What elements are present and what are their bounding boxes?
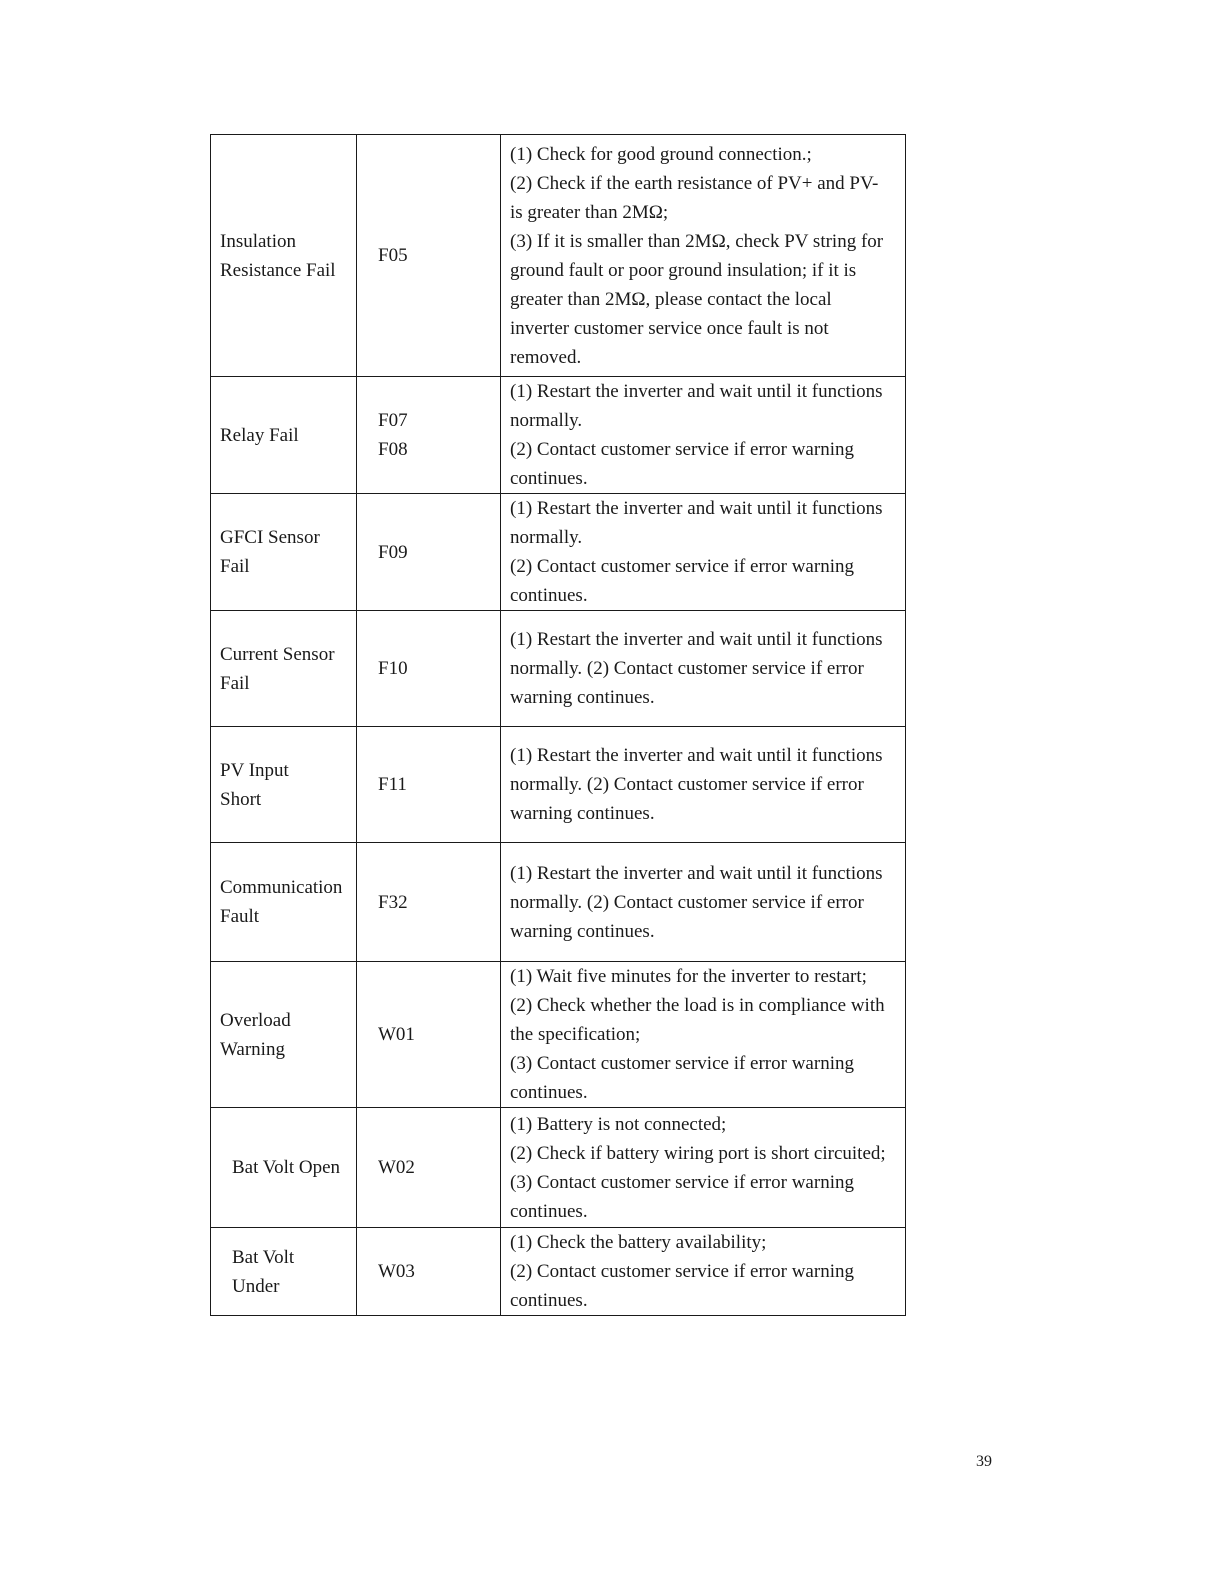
solution-line: (3) Contact customer service if error warning bbox=[510, 1171, 854, 1193]
fault-name-line: Relay Fail bbox=[220, 424, 299, 446]
table-row bbox=[211, 962, 906, 1108]
solution-line: (2) Contact customer service if error warning bbox=[510, 439, 854, 460]
fault-name-word: Sensor bbox=[282, 643, 335, 665]
solution-line: continues. bbox=[510, 585, 588, 606]
fault-name-line: Fail bbox=[220, 556, 250, 577]
fault-code-cell bbox=[357, 1108, 501, 1228]
solution-cell bbox=[501, 494, 906, 611]
fault-code-cell bbox=[357, 494, 501, 611]
solution-line: inverter customer service once fault is not bbox=[510, 317, 829, 339]
solution-cell bbox=[501, 962, 906, 1108]
page-number: 39 bbox=[976, 1453, 992, 1470]
fault-name-line: Short bbox=[220, 788, 262, 810]
fault-code-cell bbox=[357, 377, 501, 494]
table-row bbox=[211, 611, 906, 727]
table-row bbox=[211, 1228, 906, 1316]
fault-name-line bbox=[220, 756, 347, 785]
solution-line: (1) Restart the inverter and wait until it functions bbox=[510, 745, 883, 766]
fault-code-cell bbox=[357, 962, 501, 1108]
solution-line: greater than 2MΩ, please contact the local bbox=[510, 288, 832, 310]
solution-line: warning continues. bbox=[510, 803, 655, 824]
fault-name-line: Under bbox=[232, 1275, 280, 1297]
fault-name-cell bbox=[211, 611, 357, 727]
fault-name-cell bbox=[211, 1108, 357, 1228]
fault-name-line: Warning bbox=[220, 1038, 285, 1060]
fault-code-cell bbox=[357, 727, 501, 843]
solution-line: (3) If it is smaller than 2MΩ, check PV string for bbox=[510, 230, 884, 252]
fault-name-cell bbox=[211, 377, 357, 494]
fault-code: F09 bbox=[378, 541, 408, 563]
solution-line: is greater than 2MΩ; bbox=[510, 201, 669, 223]
fault-code: F05 bbox=[378, 245, 408, 266]
fault-name-line: Bat Volt Open bbox=[232, 1157, 341, 1178]
solution-line: (1) Check for good ground connection.; bbox=[510, 143, 812, 165]
fault-code: W03 bbox=[378, 1261, 415, 1282]
table-row bbox=[211, 1108, 906, 1228]
solution-line: (1) Battery is not connected; bbox=[510, 1113, 727, 1135]
fault-name-line: Fault bbox=[220, 906, 260, 927]
solution-cell bbox=[501, 1108, 906, 1228]
fault-code: W02 bbox=[378, 1157, 415, 1178]
fault-name-line: Resistance Fail bbox=[220, 259, 336, 281]
fault-name-word: Input bbox=[248, 759, 289, 781]
solution-line: continues. bbox=[510, 1290, 588, 1311]
solution-line: normally. (2) Contact customer service if error bbox=[510, 774, 864, 795]
fault-name-cell bbox=[211, 727, 357, 843]
fault-name-line bbox=[220, 523, 347, 552]
solution-line: the specification; bbox=[510, 1024, 641, 1045]
solution-cell bbox=[501, 843, 906, 962]
solution-cell bbox=[501, 611, 906, 727]
solution-line: removed. bbox=[510, 346, 582, 368]
solution-line: continues. bbox=[510, 1200, 588, 1222]
solution-line: (1) Check the battery availability; bbox=[510, 1232, 767, 1253]
solution-cell bbox=[501, 727, 906, 843]
solution-line: warning continues. bbox=[510, 687, 655, 708]
fault-name-line: Bat Volt bbox=[232, 1246, 295, 1268]
fault-name-word: Current bbox=[220, 643, 279, 665]
solution-cell bbox=[501, 377, 906, 494]
solution-line: (2) Contact customer service if error warning bbox=[510, 1261, 854, 1282]
solution-line: normally. (2) Contact customer service if error bbox=[510, 658, 864, 679]
fault-code: W01 bbox=[378, 1024, 415, 1045]
solution-line: normally. bbox=[510, 410, 583, 431]
fault-name-cell bbox=[211, 494, 357, 611]
solution-line: ground fault or poor ground insulation; if it is bbox=[510, 259, 857, 281]
fault-name-cell bbox=[211, 843, 357, 962]
solution-line: (1) Restart the inverter and wait until it functions bbox=[510, 498, 883, 519]
fault-code: F07 bbox=[378, 410, 408, 431]
solution-line: (3) Contact customer service if error warning bbox=[510, 1053, 854, 1074]
fault-code: F10 bbox=[378, 658, 408, 679]
table-row bbox=[211, 377, 906, 494]
table-row bbox=[211, 135, 906, 377]
fault-name-cell bbox=[211, 962, 357, 1108]
solution-line: (2) Check if the earth resistance of PV+ and PV- bbox=[510, 172, 879, 194]
solution-line: continues. bbox=[510, 1082, 588, 1103]
table-row bbox=[211, 727, 906, 843]
fault-code-cell bbox=[357, 611, 501, 727]
solution-line: normally. bbox=[510, 527, 583, 548]
fault-name-word: Sensor bbox=[268, 527, 320, 548]
solution-cell bbox=[501, 135, 906, 377]
fault-name-line: Overload bbox=[220, 1009, 291, 1031]
solution-line: warning continues. bbox=[510, 920, 655, 942]
fault-name-word: GFCI bbox=[220, 527, 264, 548]
fault-name-line bbox=[220, 640, 347, 669]
solution-line: (1) Restart the inverter and wait until it functions bbox=[510, 629, 883, 650]
fault-code: F08 bbox=[378, 439, 408, 460]
fault-code-cell bbox=[357, 135, 501, 377]
fault-name-line: Insulation bbox=[220, 230, 296, 252]
solution-line: (1) Restart the inverter and wait until it functions bbox=[510, 862, 883, 884]
solution-line: (2) Check if battery wiring port is short circuited; bbox=[510, 1142, 886, 1164]
fault-code-cell bbox=[357, 843, 501, 962]
fault-name-line: Fail bbox=[220, 672, 250, 694]
fault-name-cell bbox=[211, 1228, 357, 1316]
solution-line: continues. bbox=[510, 468, 588, 489]
fault-name-cell bbox=[211, 135, 357, 377]
fault-code: F32 bbox=[378, 891, 408, 913]
solution-line: normally. (2) Contact customer service if error bbox=[510, 891, 864, 913]
fault-code-table bbox=[210, 134, 906, 1316]
solution-line: (1) Restart the inverter and wait until it functions bbox=[510, 381, 883, 402]
fault-name-line: Communication bbox=[220, 877, 343, 898]
table-row bbox=[211, 494, 906, 611]
fault-code: F11 bbox=[378, 774, 407, 795]
fault-name-word: PV bbox=[220, 759, 244, 781]
solution-line: (2) Contact customer service if error warning bbox=[510, 556, 854, 577]
table-row bbox=[211, 843, 906, 962]
fault-code-cell bbox=[357, 1228, 501, 1316]
solution-line: (2) Check whether the load is in compliance with bbox=[510, 995, 885, 1016]
solution-line: (1) Wait five minutes for the inverter to restart; bbox=[510, 966, 867, 987]
solution-cell bbox=[501, 1228, 906, 1316]
